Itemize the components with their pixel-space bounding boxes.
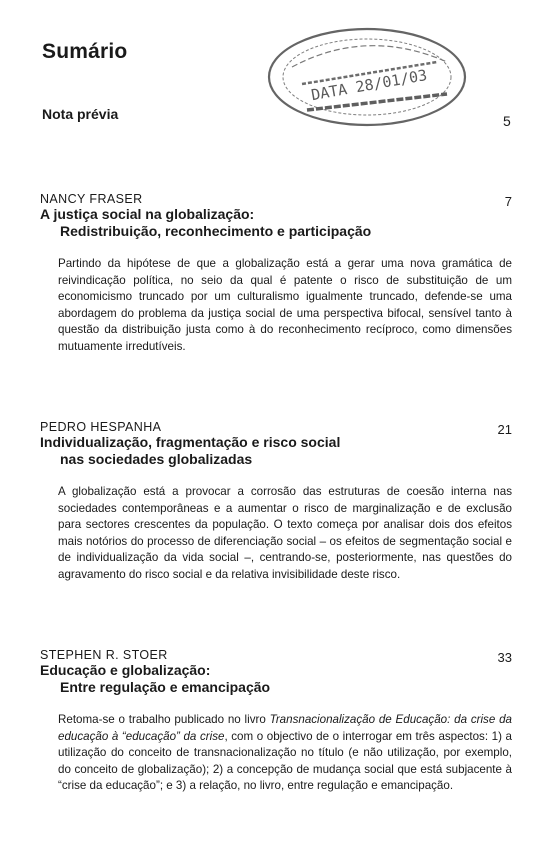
entry-subtitle: nas sociedades globalizadas bbox=[60, 451, 253, 467]
nota-previa-label: Nota prévia bbox=[42, 106, 119, 122]
entry-subtitle: Entre regulação e emancipação bbox=[60, 679, 271, 695]
entry-abstract bbox=[40, 712, 512, 795]
entry-title: Individualização, fragmentação e risco social bbox=[40, 434, 341, 450]
toc-entry-stoer bbox=[40, 648, 512, 795]
toc-entry-fraser bbox=[40, 192, 512, 355]
entry-page-number: 33 bbox=[497, 650, 512, 665]
nota-previa-page: 5 bbox=[503, 113, 511, 129]
abstract-text: Retoma-se o trabalho publicado no livro bbox=[58, 713, 270, 726]
toc-entry-hespanha bbox=[40, 420, 512, 583]
stamp-date: DATA 28/01/03 bbox=[309, 66, 429, 105]
abstract-text: , com o objectivo de o interrogar em três aspectos: 1) a utilização do conceito de transnacionalização no título (e não utilização, por exemplo, do conceito de globalização); 2) a concepção de mudança social que está subjacente à “crise da educação”; e 3) a relação, no livro, entre regulação e emancipação. bbox=[58, 729, 512, 792]
entry-abstract: A globalização está a provocar a corrosão das estruturas de coesão interna nas sociedades contemporâneas e a aumentar o risco de marginalização e de exclusão para sectores crescentes da população. O texto começa por analisar dois dos efeitos mais notórios do processo de diferenciação social – os efeitos de segmentação social e de individualização da vida social –, centrando-se, posteriormente, nas questões do agravamento do risco social e da relativa invisibilidade deste risco. bbox=[58, 485, 512, 581]
book-title: Transnacionalização de Educação: da crise da educação à “educação” da crise bbox=[58, 713, 512, 743]
entry-author: PEDRO HESPANHA bbox=[40, 420, 162, 434]
entry-title: Educação e globalização: bbox=[40, 662, 211, 678]
entry-title: A justiça social na globalização: bbox=[40, 206, 255, 222]
page-title: Sumário bbox=[42, 40, 128, 63]
library-stamp bbox=[262, 22, 472, 132]
entry-author: STEPHEN R. STOER bbox=[40, 648, 168, 662]
entry-page-number: 7 bbox=[504, 194, 512, 209]
entry-subtitle: Redistribuição, reconhecimento e participação bbox=[60, 223, 372, 239]
entry-author: NANCY FRASER bbox=[40, 192, 143, 206]
entry-page-number: 21 bbox=[497, 422, 512, 437]
entry-abstract: Partindo da hipótese de que a globalização está a gerar uma nova gramática de reivindicação política, no seio da qual é patente o risco de substituição de um economicismo truncado por um culturalismo igualmente truncado, defende-se uma abordagem do problema da justiça social de uma perspectiva bifocal, sensível tanto à questão da distribuição justa como à do reconhecimento recíproco, como dimensões mutuamente irredutíveis. bbox=[58, 257, 512, 353]
